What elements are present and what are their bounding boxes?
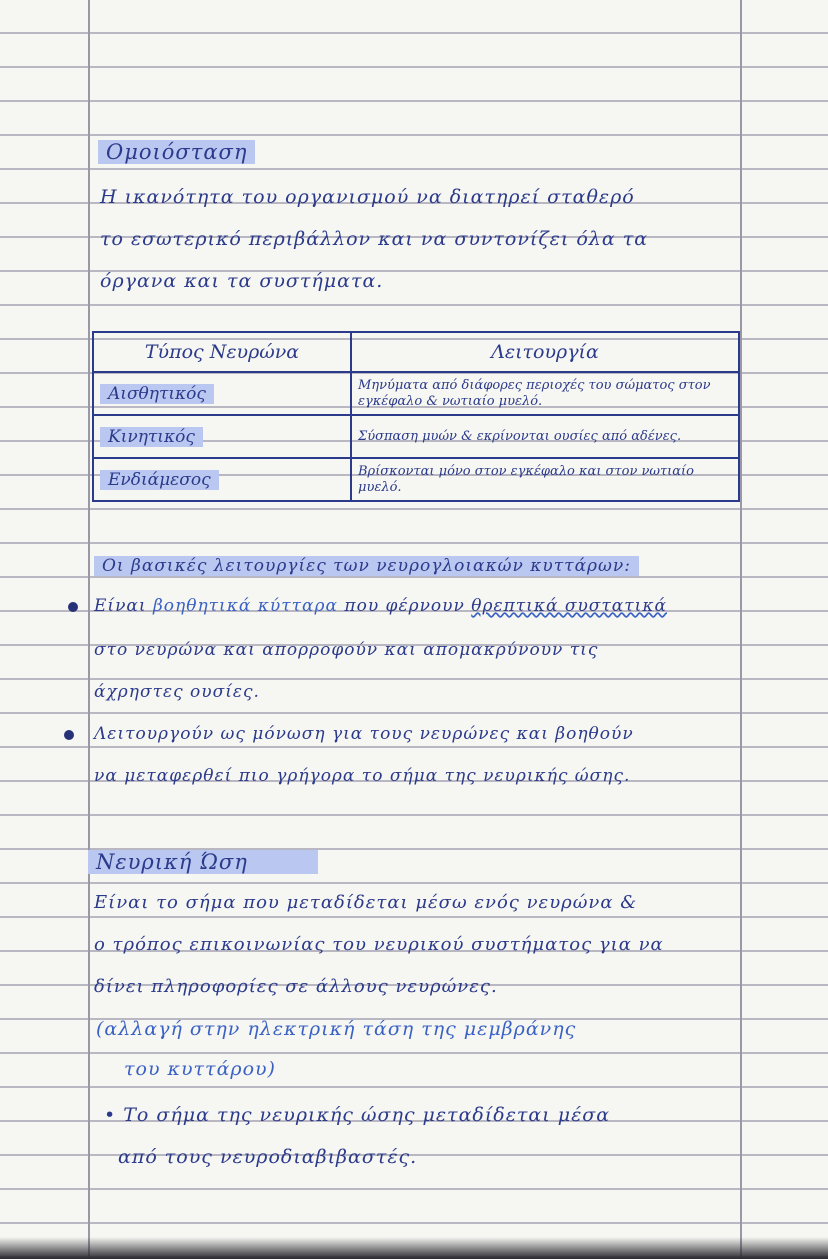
table-row <box>93 415 739 458</box>
homeostasis-line-3: όργανα και τα συστήματα. <box>100 270 384 292</box>
neuron-function-cell: Μηνύματα από διάφορες περιοχές του σώματος στον εγκέφαλο & νωτιαίο μυελό. <box>351 372 739 415</box>
homeostasis-line-2: το εσωτερικό περιβάλλον και να συντονίζει όλα τα <box>100 228 649 250</box>
impulse-note-line-2: του κυττάρου) <box>124 1058 276 1080</box>
column-header-type: Τύπος Νευρώνα <box>93 332 351 372</box>
neuron-function-cell: Σύσπαση μυών & εκρίνονται ουσίες από αδένες. <box>351 415 739 458</box>
right-margin-line <box>740 0 742 1259</box>
neuron-type-cell: Ενδιάμεσος <box>93 458 351 501</box>
left-margin-line <box>88 0 90 1259</box>
glial-title: Οι βασικές λειτουργίες των νευρογλοιακών κυττάρων: <box>94 556 639 576</box>
impulse-line-3: δίνει πληροφορίες σε άλλους νευρώνες. <box>94 976 498 997</box>
page-bottom-shadow <box>0 1237 828 1259</box>
table-row <box>93 458 739 501</box>
glial-bullet-1-pre: Είναι <box>94 596 147 616</box>
glial-bullet-2-line-1: Λειτουργούν ως μόνωση για τους νευρώνες και βοηθούν <box>94 724 634 744</box>
neuron-function-cell: Βρίσκονται μόνο στον εγκέφαλο και στον νωτιαίο μυελό. <box>351 458 739 501</box>
impulse-line-1: Είναι το σήμα που μεταδίδεται μέσω ενός νευρώνα & <box>94 892 638 913</box>
glial-bullet-2-line-2: να μεταφερθεί πιο γρήγορα το σήμα της νευρικής ώσης. <box>94 766 631 786</box>
glial-bullet-1-highlight: βοηθητικά κύτταρα <box>152 596 338 616</box>
neuron-type-cell: Αισθητικός <box>93 372 351 415</box>
glial-bullet-1-mid: που φέρνουν <box>344 596 465 616</box>
impulse-point-line-1: • Το σήμα της νευρικής ώσης μεταδίδεται μέσα <box>104 1104 611 1126</box>
homeostasis-line-1: Η ικανότητα του οργανισμού να διατηρεί σταθερό <box>100 186 635 208</box>
glial-bullet-1-line-2: στο νευρώνα και απορροφούν και απομακρύνουν τις <box>94 640 599 660</box>
table-header-row <box>93 332 739 372</box>
glial-bullet-1-wave: θρεπτικά συστατικά <box>471 596 667 616</box>
impulse-line-2: ο τρόπος επικοινωνίας του νευρικού συστήματος για να <box>94 934 664 955</box>
column-header-function: Λειτουργία <box>351 332 739 372</box>
neuron-type-cell: Κινητικός <box>93 415 351 458</box>
impulse-point-line-2: από τους νευροδιαβιβαστές. <box>118 1146 418 1168</box>
impulse-title: Νευρική Ώση <box>88 850 318 874</box>
neuron-types-table <box>92 331 740 502</box>
bullet-dot-2 <box>64 730 74 740</box>
glial-bullet-1-line-1 <box>94 596 667 616</box>
glial-bullet-1-line-3: άχρηστες ουσίες. <box>94 682 260 702</box>
table-row <box>93 372 739 415</box>
bullet-dot-1 <box>68 602 78 612</box>
impulse-note-line-1: (αλλαγή στην ηλεκτρική τάση της μεμβράνης <box>96 1018 577 1040</box>
homeostasis-title: Ομοιόσταση <box>98 140 255 164</box>
